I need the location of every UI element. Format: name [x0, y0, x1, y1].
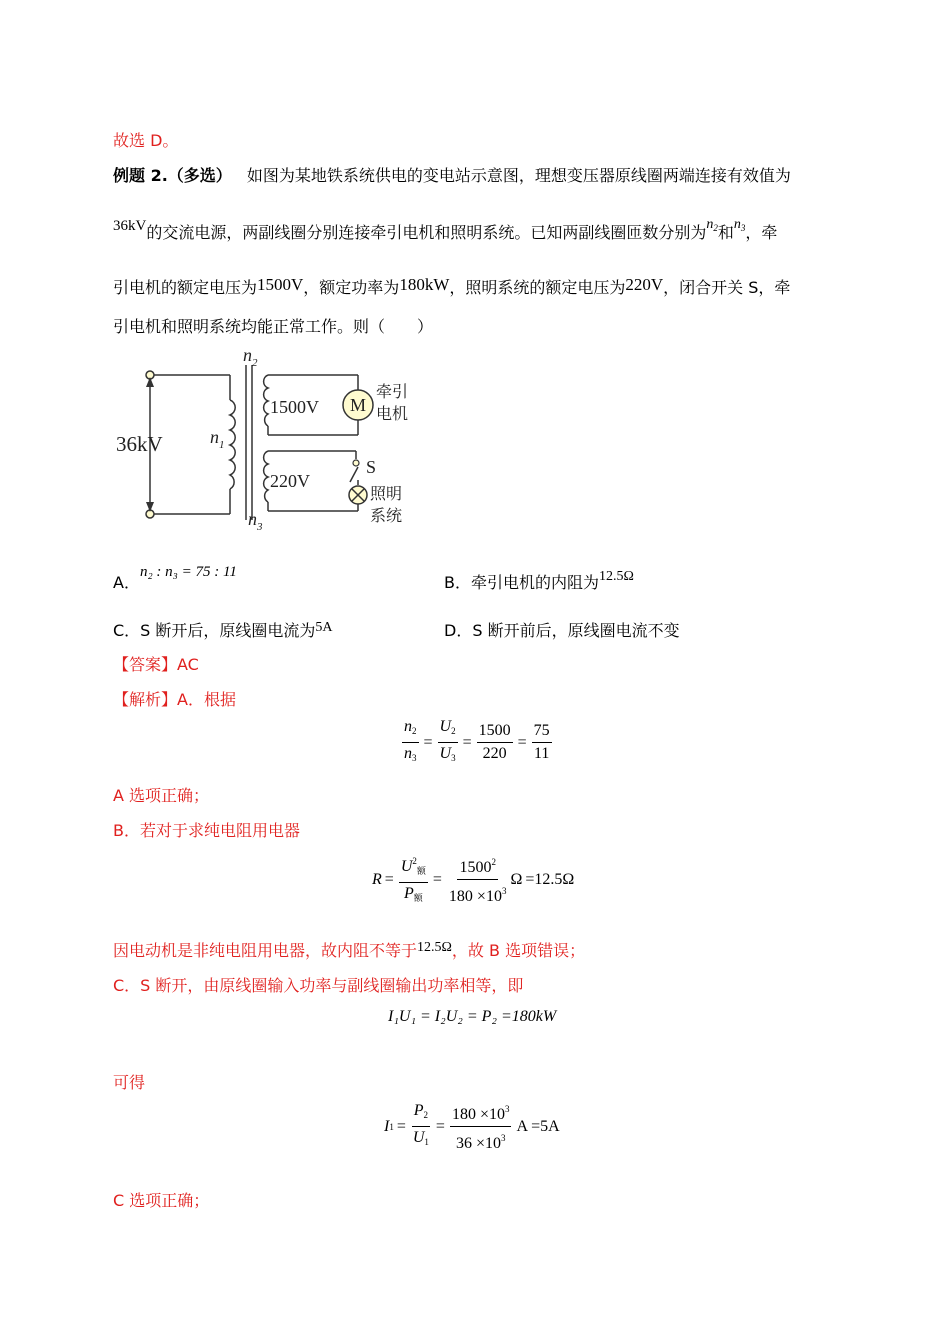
b-head: B．若对于求纯电阻用电器: [113, 821, 300, 840]
question-label: 例题 2.（多选）: [113, 166, 232, 185]
question-text-2-end: ，牵: [745, 223, 778, 242]
equation-2: R = $\frac{U^2_额}{P_额}$ = $\frac{1500^2}{180 \times 10^3}$ Ω =12.5Ω: [372, 852, 574, 907]
question-line-4: 引电机和照明系统均能正常工作。则（ ）: [113, 317, 434, 336]
equation-1: $\frac{n_2}{n_3}$ = $\frac{U_2}{U_3}$ = $\frac{1500}{220}$ = $\frac{75}{11}$: [404, 718, 550, 763]
rated-power-motor: 180kW: [399, 275, 450, 294]
and-word: 和: [717, 223, 734, 242]
diagram-n1: $n_1$: [210, 427, 225, 451]
n3-symbol: $n_3$: [733, 217, 746, 233]
option-b-math: 12.5Ω: [598, 569, 634, 584]
c-correct: C 选项正确；: [113, 1191, 210, 1210]
option-c: C．S 断开后，原线圈电流为5A: [113, 620, 333, 640]
option-c-math: 5A: [315, 620, 333, 635]
rated-voltage-motor: 1500V: [257, 275, 304, 294]
option-d: D．S 断开前后，原线圈电流不变: [444, 621, 680, 640]
motor-label-2: 电机: [376, 404, 409, 423]
diagram-n3: $n_3$: [248, 509, 263, 533]
equation-3: I₁U₁ = I₂U₂ = P₂ =180kW: [388, 1008, 557, 1025]
therefore: 可得: [113, 1073, 146, 1092]
c-head: C．S 断开，由原线圈输入功率与副线圈输出功率相等，即: [113, 976, 524, 995]
answer: 【答案】AC: [113, 655, 199, 674]
switch-label: S: [366, 457, 377, 477]
question-line-3: 引电机的额定电压为1500V，额定功率为180kW，照明系统的额定电压为220V，闭合开关 S，牵: [113, 275, 791, 297]
previous-answer: 故选 D。: [113, 131, 179, 150]
lamp-label-1: 照明: [370, 484, 403, 503]
motor-symbol: M: [350, 395, 367, 415]
question-line-2: [113, 217, 778, 243]
diagram-source-voltage: 36kV: [116, 432, 163, 456]
rated-voltage-light: 220V: [625, 275, 664, 294]
option-a: A．n₂ : n₃ = 75 : 11: [113, 564, 237, 592]
option-b: B．牵引电机的内阻为12.5Ω: [444, 569, 634, 592]
b-explanation: 因电动机是非纯电阻用电器，故内阻不等于12.5Ω，故 B 选项错误；: [113, 940, 586, 960]
source-voltage: 36kV: [113, 218, 147, 234]
diagram-secondary2-voltage: 220V: [270, 471, 310, 491]
analysis-head: 【解析】A．根据: [113, 690, 236, 709]
option-a-math: n₂ : n₃ = 75 : 11: [139, 564, 237, 580]
motor-label-1: 牵引: [376, 382, 409, 401]
equation-4: I 1 = $\frac{P_2}{U_1}$ = $\frac{180 \times 10^3}{36 \times 10^3}$ A =5A: [384, 1102, 560, 1152]
question-text-1: 如图为某地铁系统供电的变电站示意图，理想变压器原线圈两端连接有效值为: [246, 166, 791, 185]
diagram-n2: $n_2$: [243, 345, 258, 369]
lamp-label-2: 系统: [370, 506, 403, 525]
question-text-2: 的交流电源，两副线圈分别连接牵引电机和照明系统。已知两副线圈匝数分别为: [146, 223, 707, 242]
diagram-secondary1-voltage: 1500V: [270, 397, 319, 417]
question-line-1: [113, 163, 791, 186]
n2-symbol: $n_2$: [706, 217, 718, 233]
transformer-diagram: [110, 345, 430, 535]
a-correct: A 选项正确；: [113, 786, 210, 805]
